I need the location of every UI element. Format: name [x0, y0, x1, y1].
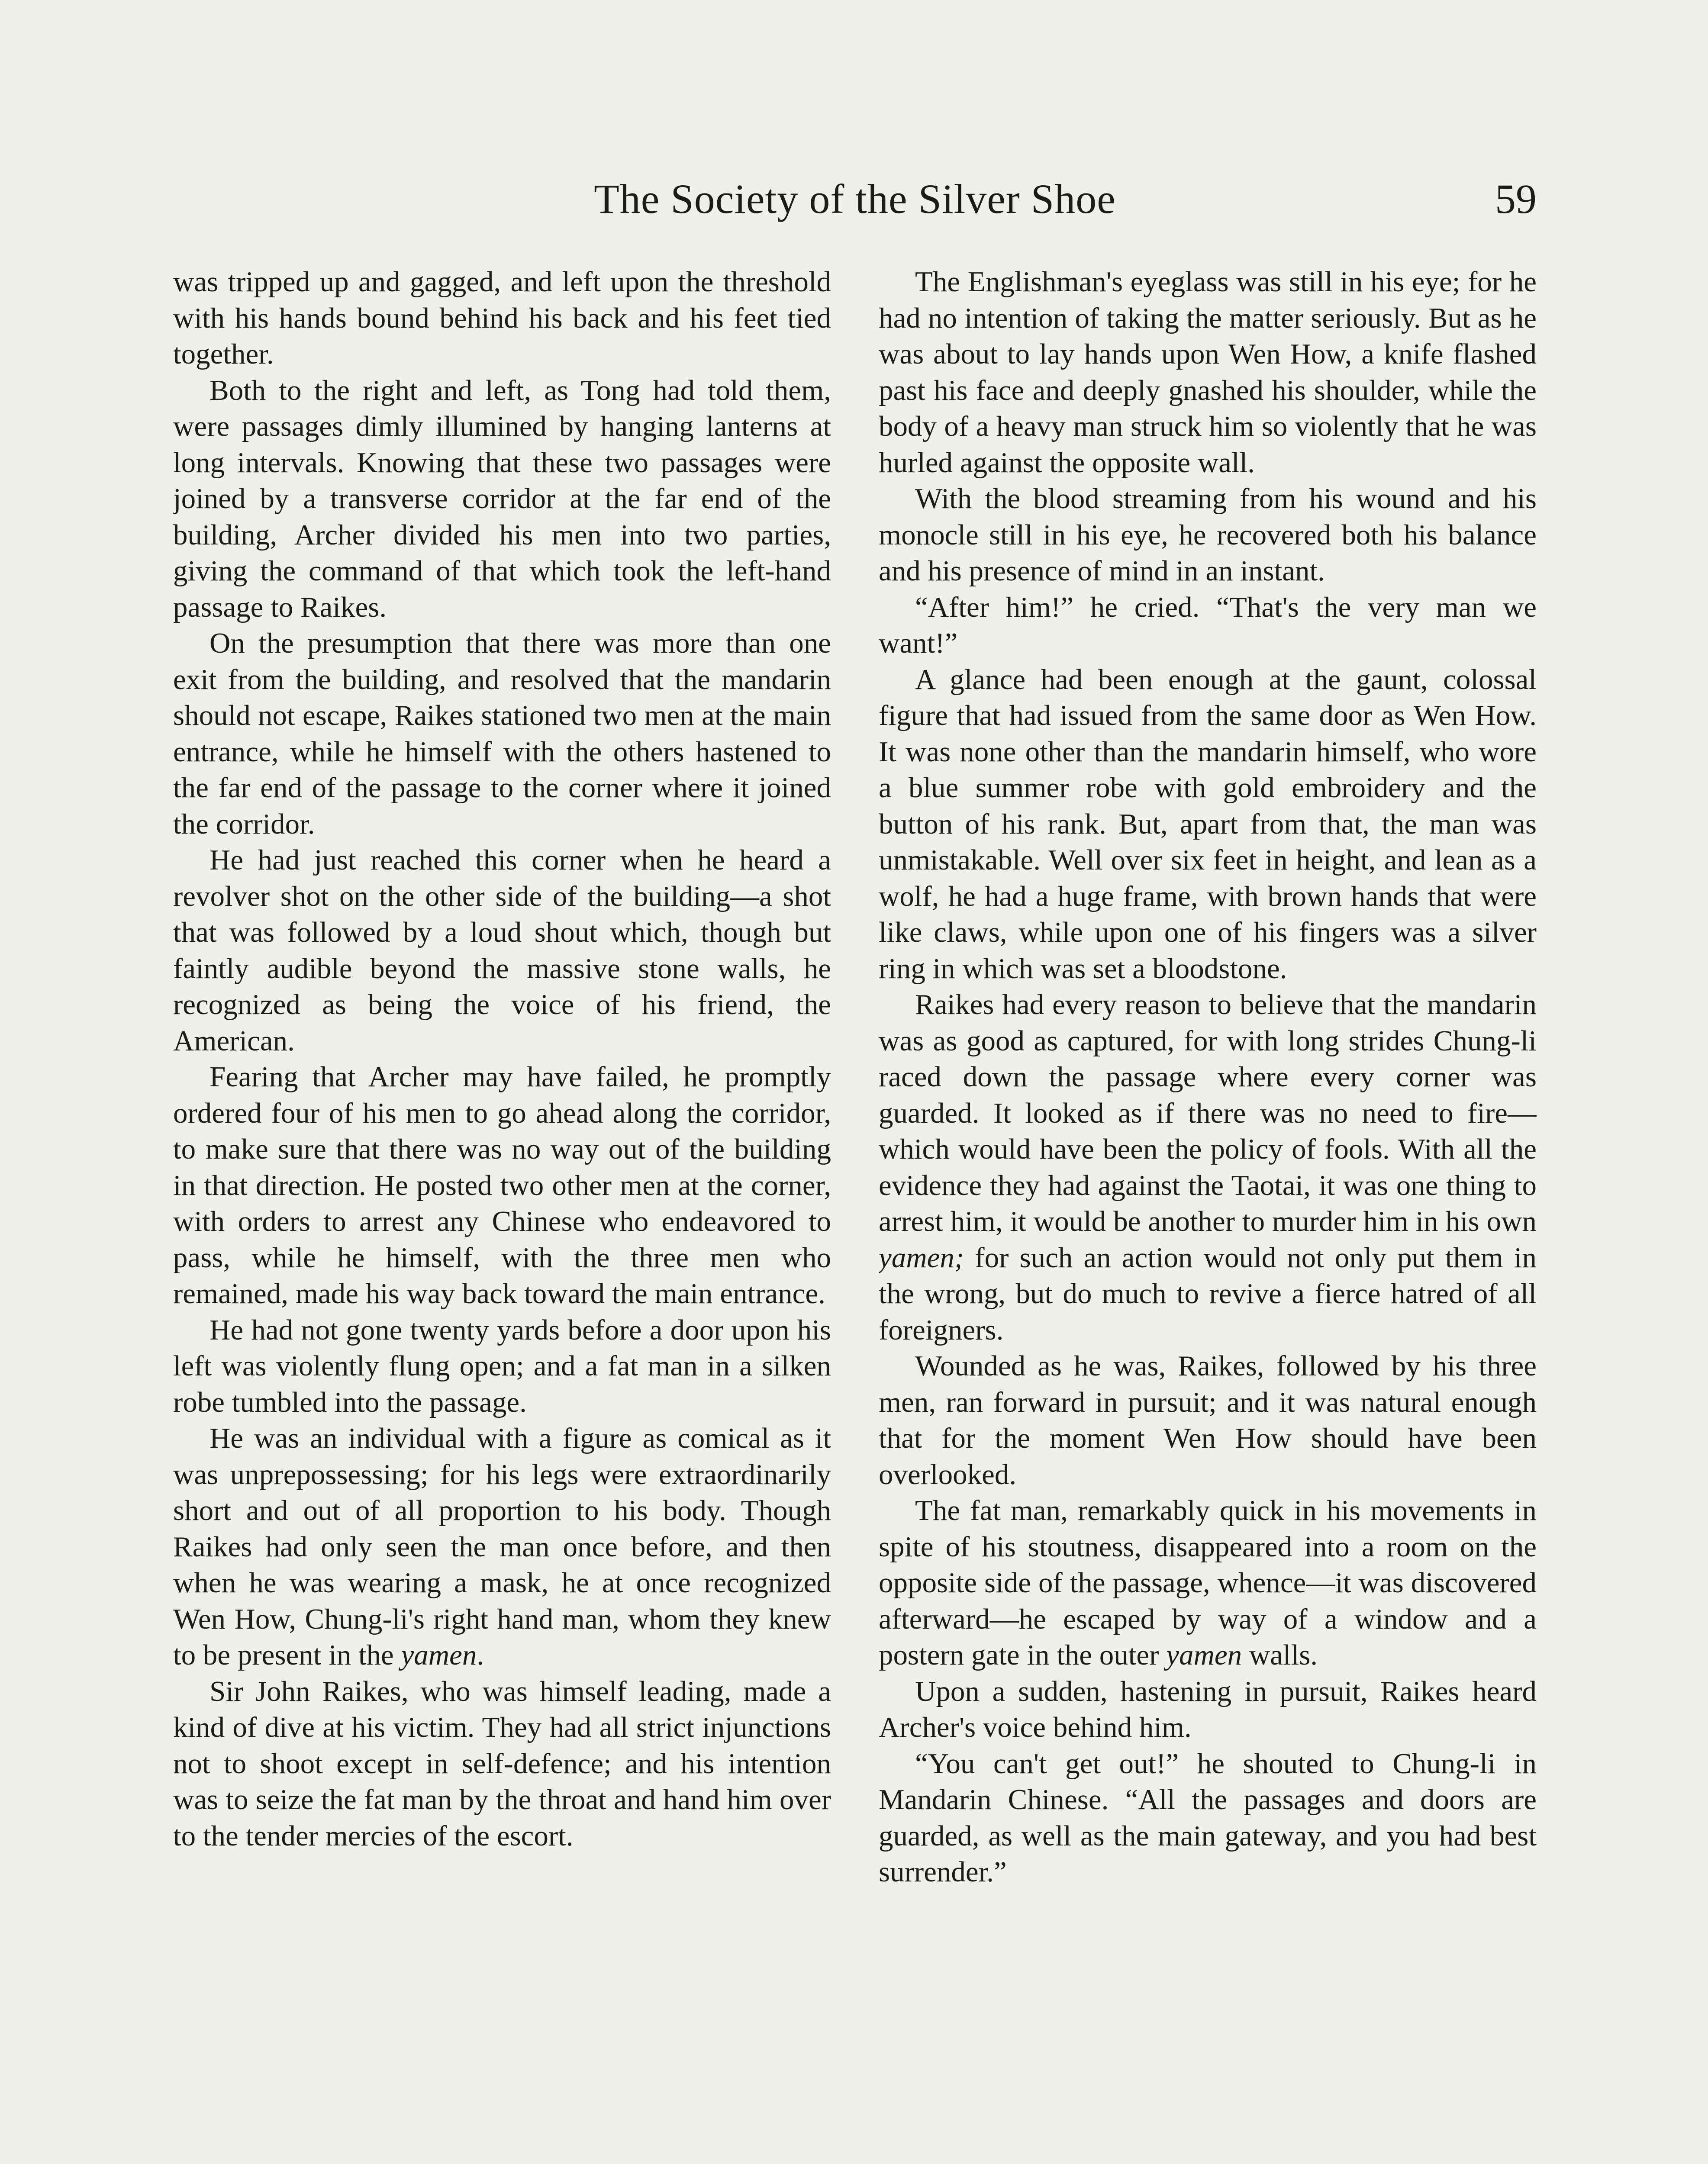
paragraph: Upon a sudden, hastening in pursuit, Raikes heard Archer's voice behind him.	[879, 1675, 1537, 1743]
italic-word: yamen;	[879, 1241, 964, 1274]
paragraph: The Englishman's eyeglass was still in his eye; for he had no intention of taking the matter seriously. But as he was about to lay hands upon Wen How, a knife flashed past his face and deeply gnashed his shoulder, while the body of a heavy man struck him so violently that he was hurled against the opposite wall.	[879, 266, 1537, 479]
paragraph: Wounded as he was, Raikes, followed by his three men, ran forward in pursuit; and it was natural enough that for the moment Wen How should have been overlooked.	[879, 1350, 1537, 1491]
paragraph: A glance had been enough at the gaunt, colossal figure that had issued from the same door as Wen How. It was none other than the mandarin himself, who wore a blue summer robe with gold embroidery and the button of his rank. But, apart from that, the man was unmistakable. Well over six feet in height, and lean as a wolf, he had a huge frame, with brown hands that were like claws, while upon one of his fingers was a silver ring in which was set a bloodstone.	[879, 663, 1537, 985]
paragraph: On the presumption that there was more than one exit from the building, and resolved that the mandarin should not escape, Raikes stationed two men at the main entrance, while he himself with the others hastened to the far end of the passage to the corner where it joined the corridor.	[173, 627, 831, 840]
paragraph-text: .	[477, 1639, 484, 1671]
italic-word: yamen	[401, 1639, 477, 1671]
right-column	[879, 264, 1537, 2164]
paragraph	[173, 1420, 831, 1674]
running-title: The Society of the Silver Shoe	[594, 176, 1116, 222]
paragraph: “After him!” he cried. “That's the very man we want!”	[879, 591, 1537, 659]
paragraph: He had not gone twenty yards before a door upon his left was violently flung open; and a fat man in a silken robe tumbled into the passage.	[173, 1314, 831, 1418]
paragraph-text: walls.	[1249, 1639, 1318, 1671]
page-number: 59	[1495, 176, 1537, 222]
paragraph-text: He was an individual with a figure as comical as it was unprepossessing; for his legs were extraordinarily short and out of all proportion to his body. Though Raikes had only seen the man once before, and then when he was wearing a mask, he at once recognized Wen How, Chung-li's right hand man, whom they knew to be present in the	[173, 1422, 831, 1671]
paragraph: Sir John Raikes, who was himself leading, made a kind of dive at his victim. They had all strict injunctions not to shoot except in self-defence; and his intention was to seize the fat man by the throat and hand him over to the tender mercies of the escort.	[173, 1675, 831, 1852]
paragraph: With the blood streaming from his wound and his monocle still in his eye, he recovered both his balance and his presence of mind in an instant.	[879, 483, 1537, 587]
paragraph-text: The fat man, remarkably quick in his movements in spite of his stoutness, disappeared into a room on the opposite side of the passage, whence—it was discovered afterward—he escaped by way of a window and a postern gate in the outer	[879, 1494, 1537, 1671]
paragraph: Both to the right and left, as Tong had told them, were passages dimly illumined by hanging lanterns at long intervals. Knowing that these two passages were joined by a transverse corridor at the far end of the building, Archer divided his men into two parties, giving the command of that which took the left-hand passage to Raikes.	[173, 374, 831, 623]
paragraph-text: for such an action would not only put them in the wrong, but do much to revive a fierce hatred of all foreigners.	[879, 1241, 1537, 1346]
paragraph: Fearing that Archer may have failed, he promptly ordered four of his men to go ahead along the corridor, to make sure that there was no way out of the building in that direction. He posted two other men at the corner, with orders to arrest any Chinese who endeavored to pass, while he himself, with the three men who remained, made his way back toward the main entrance.	[173, 1061, 831, 1310]
left-column	[173, 264, 831, 2164]
paragraph: “You can't get out!” he shouted to Chung-li in Mandarin Chinese. “All the passages and doors are guarded, as well as the main gateway, and you had best surrender.”	[879, 1747, 1537, 1888]
paragraph-text: Raikes had every reason to believe that the mandarin was as good as captured, for with long strides Chung-li raced down the passage where every corner was guarded. It looked as if there was no need to fire—which would have been the policy of fools. With all the evidence they had against the Taotai, it was one thing to arrest him, it would be another to murder him in his own	[879, 989, 1537, 1237]
page-header	[173, 171, 1537, 227]
paragraph: was tripped up and gagged, and left upon the threshold with his hands bound behind his back and his feet tied together.	[173, 266, 831, 370]
italic-word: yamen	[1166, 1639, 1242, 1671]
paragraph	[879, 987, 1537, 1348]
paragraph: He had just reached this corner when he heard a revolver shot on the other side of the building—a shot that was followed by a loud shout which, though but faintly audible beyond the massive stone walls, he recognized as being the voice of his friend, the American.	[173, 844, 831, 1057]
paragraph	[879, 1493, 1537, 1674]
